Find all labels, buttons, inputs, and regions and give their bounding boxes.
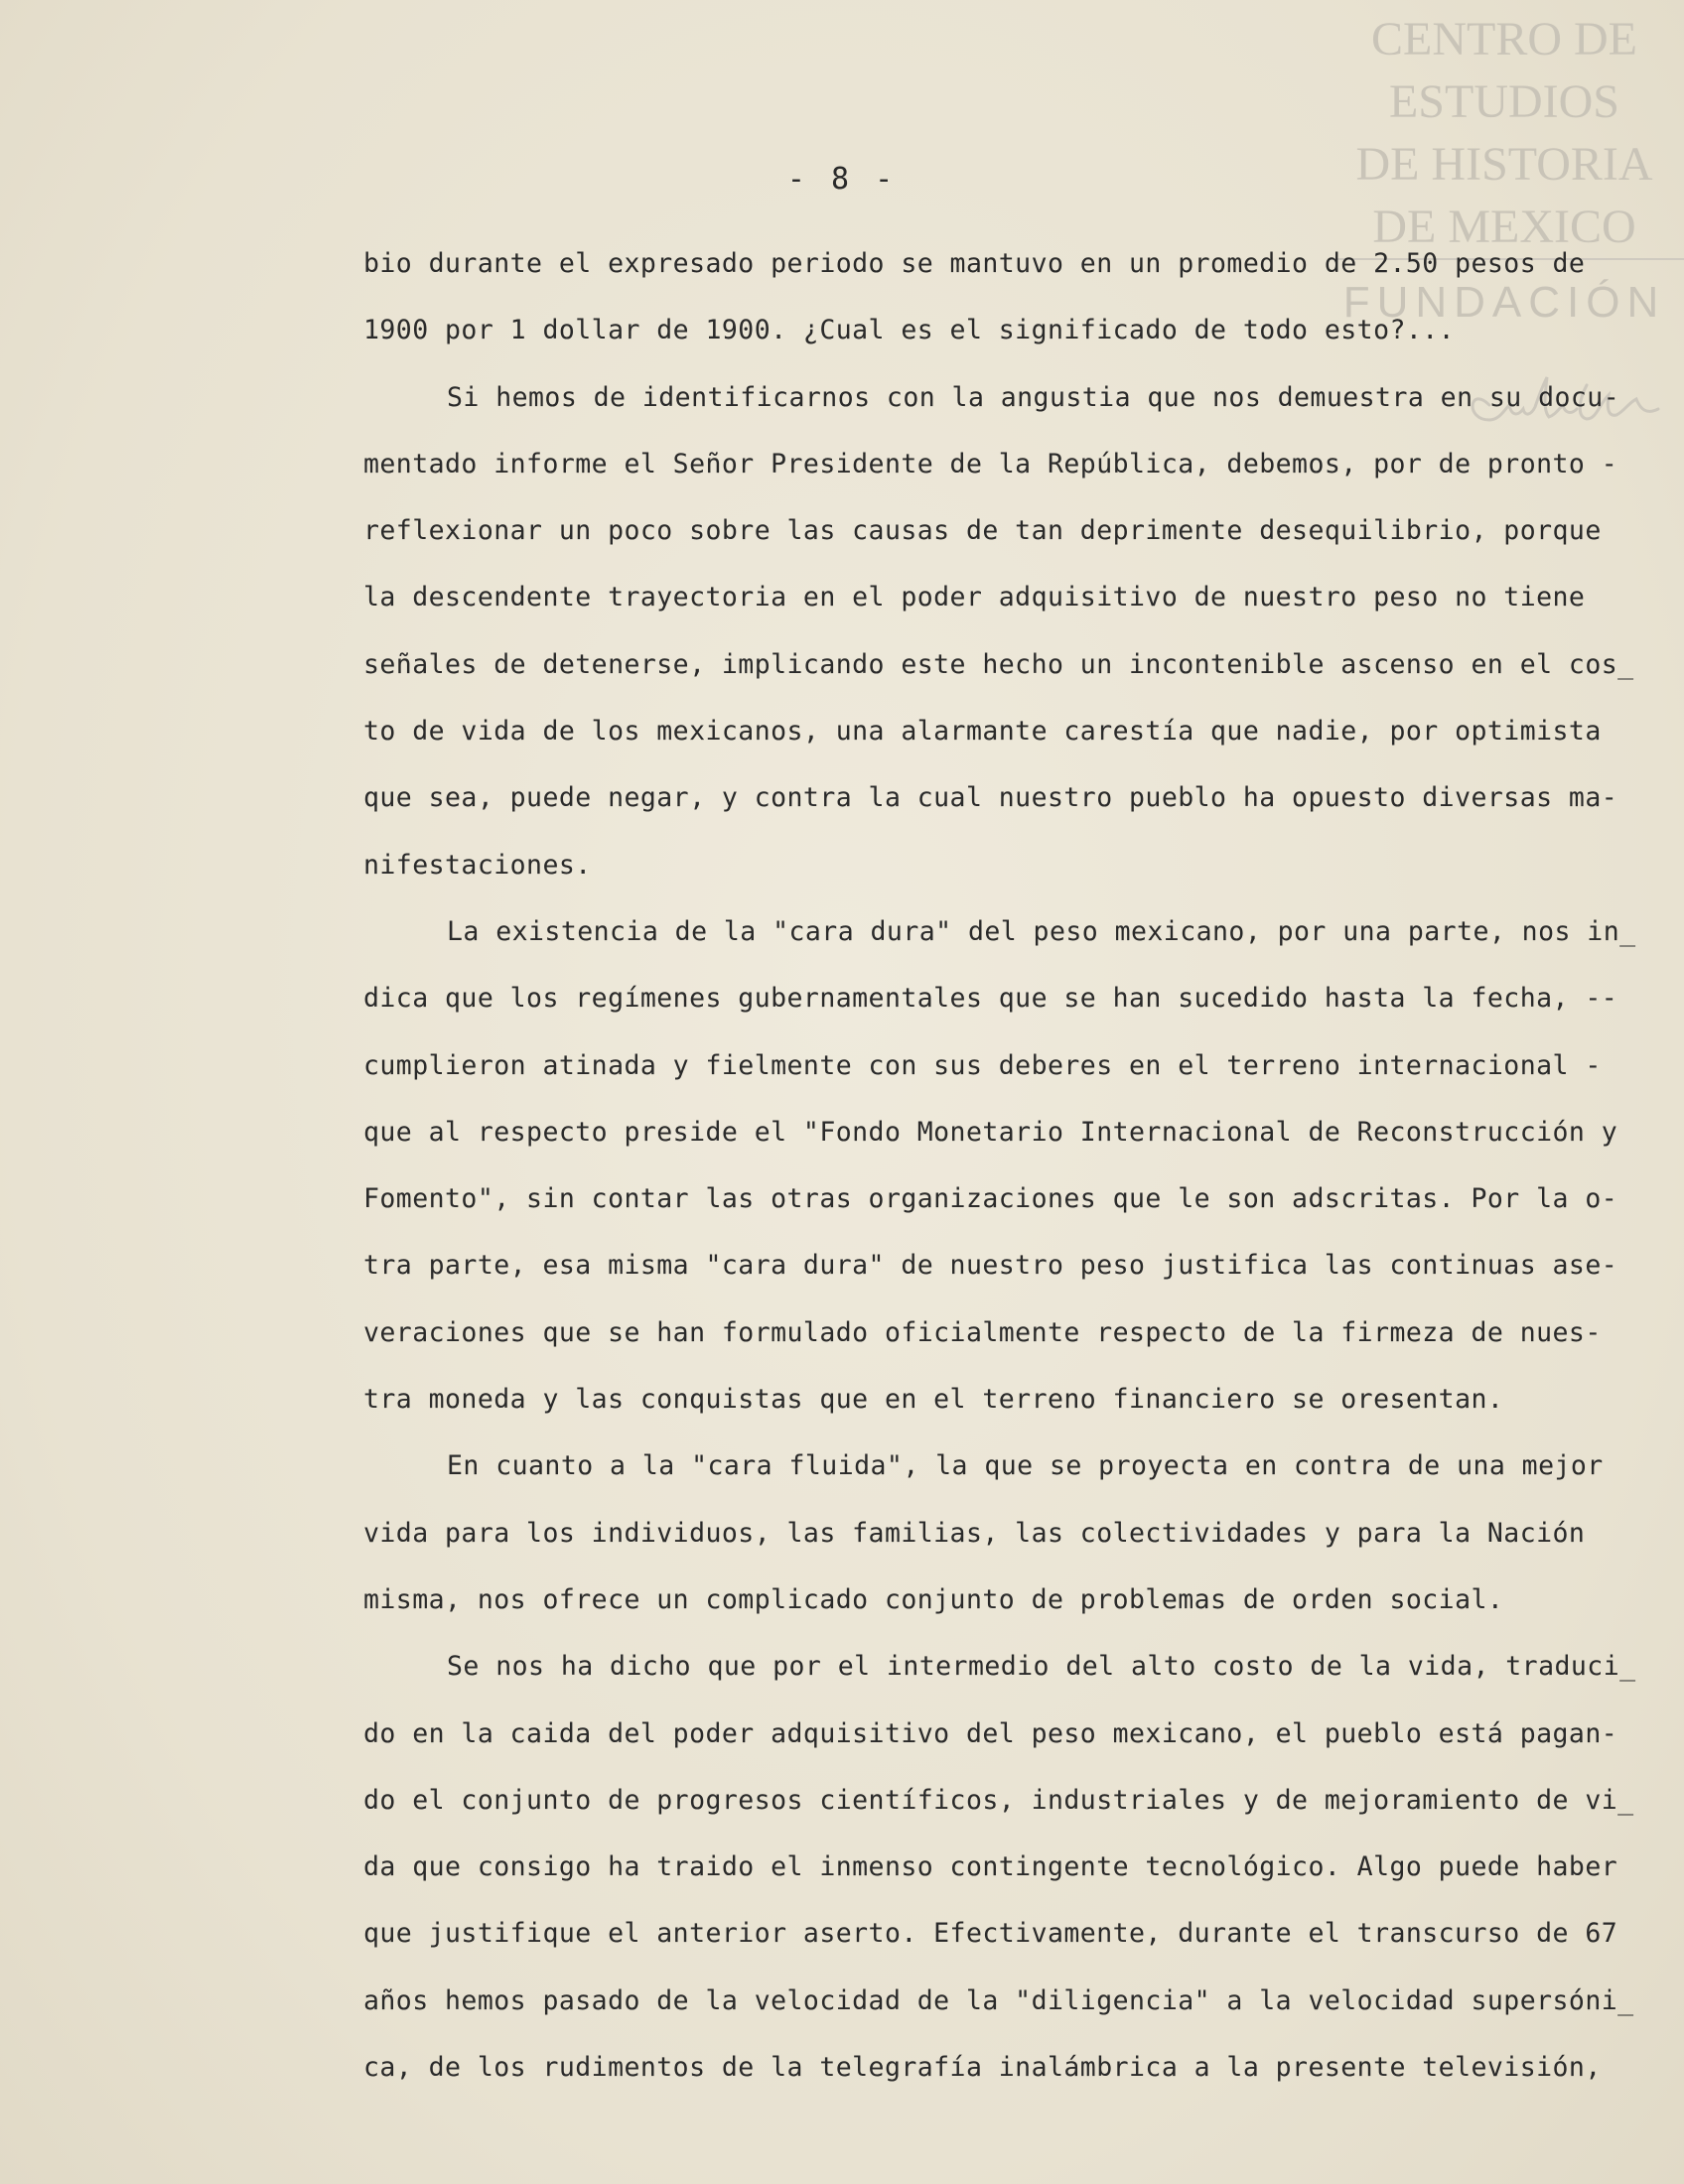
text-line: da que consigo ha traido el inmenso contingente tecnológico. Algo puede haber bbox=[363, 1851, 1618, 1883]
text-line: vida para los individuos, las familias, las colectividades y para la Nación bbox=[363, 1517, 1586, 1549]
text-line: bio durante el expresado periodo se mantuvo en un promedio de 2.50 pesos de bbox=[363, 248, 1586, 279]
watermark-line: DE MEXICO bbox=[1372, 201, 1636, 253]
text-line: la descendente trayectoria en el poder adquisitivo de nuestro peso no tiene bbox=[363, 582, 1586, 614]
text-line: dica que los regímenes gubernamentales que se han sucedido hasta la fecha, -- bbox=[363, 983, 1618, 1015]
text-line: mentado informe el Señor Presidente de la República, debemos, por de pronto - bbox=[363, 448, 1618, 479]
text-line: ca, de los rudimentos de la telegrafía inalámbrica a la presente televisión, bbox=[363, 2052, 1602, 2084]
page-number: - 8 - bbox=[786, 162, 898, 197]
watermark-line: ESTUDIOS bbox=[1388, 75, 1619, 128]
text-line: Si hemos de identificarnos con la angustia que nos demuestra en su docu- bbox=[447, 381, 1620, 413]
text-line: do el conjunto de progresos científicos, industriales y de mejoramiento de vi_ bbox=[363, 1784, 1634, 1816]
watermark-line: DE HISTORIA bbox=[1355, 138, 1653, 191]
text-line: do en la caida del poder adquisitivo del peso mexicano, el pueblo está pagan- bbox=[363, 1717, 1618, 1749]
text-line: nifestaciones. bbox=[363, 849, 592, 881]
text-line: La existencia de la "cara dura" del peso mexicano, por una parte, nos in_ bbox=[447, 915, 1636, 947]
text-line: reflexionar un poco sobre las causas de tan deprimente desequilibrio, porque bbox=[363, 515, 1602, 547]
text-line: misma, nos ofrece un complicado conjunto de problemas de orden social. bbox=[363, 1583, 1504, 1615]
text-line: Fomento", sin contar las otras organizaciones que le son adscritas. Por la o- bbox=[363, 1183, 1618, 1215]
text-line: cumplieron atinada y fielmente con sus deberes en el terreno internacional - bbox=[363, 1049, 1602, 1081]
text-line: años hemos pasado de la velocidad de la "diligencia" a la velocidad supersóni_ bbox=[363, 1984, 1634, 2016]
archive-watermark bbox=[1321, 8, 1684, 327]
text-line: tra moneda y las conquistas que en el terreno financiero se oresentan. bbox=[363, 1384, 1504, 1416]
text-line: que al respecto preside el "Fondo Monetario Internacional de Reconstrucción y bbox=[363, 1116, 1618, 1148]
text-line: to de vida de los mexicanos, una alarmante carestía que nadie, por optimista bbox=[363, 716, 1602, 748]
watermark-line: CENTRO DE bbox=[1371, 13, 1637, 66]
watermark-foundation: FUNDACIÓN bbox=[1342, 278, 1666, 327]
text-line: que justifique el anterior aserto. Efectivamente, durante el transcurso de 67 bbox=[363, 1918, 1618, 1950]
text-line: señales de detenerse, implicando este hecho un incontenible ascenso en el cos_ bbox=[363, 648, 1634, 680]
text-line: veraciones que se han formulado oficialmente respecto de la firmeza de nues- bbox=[363, 1316, 1602, 1348]
text-line: tra parte, esa misma "cara dura" de nuestro peso justifica las continuas ase- bbox=[363, 1250, 1618, 1282]
document-body bbox=[363, 230, 1644, 2101]
text-line: que sea, puede negar, y contra la cual nuestro pueblo ha opuesto diversas ma- bbox=[363, 782, 1618, 814]
text-line: Se nos ha dicho que por el intermedio del alto costo de la vida, traduci_ bbox=[447, 1651, 1636, 1683]
text-line: 1900 por 1 dollar de 1900. ¿Cual es el significado de todo esto?... bbox=[363, 315, 1456, 346]
text-line: En cuanto a la "cara fluida", la que se proyecta en contra de una mejor bbox=[447, 1450, 1604, 1482]
